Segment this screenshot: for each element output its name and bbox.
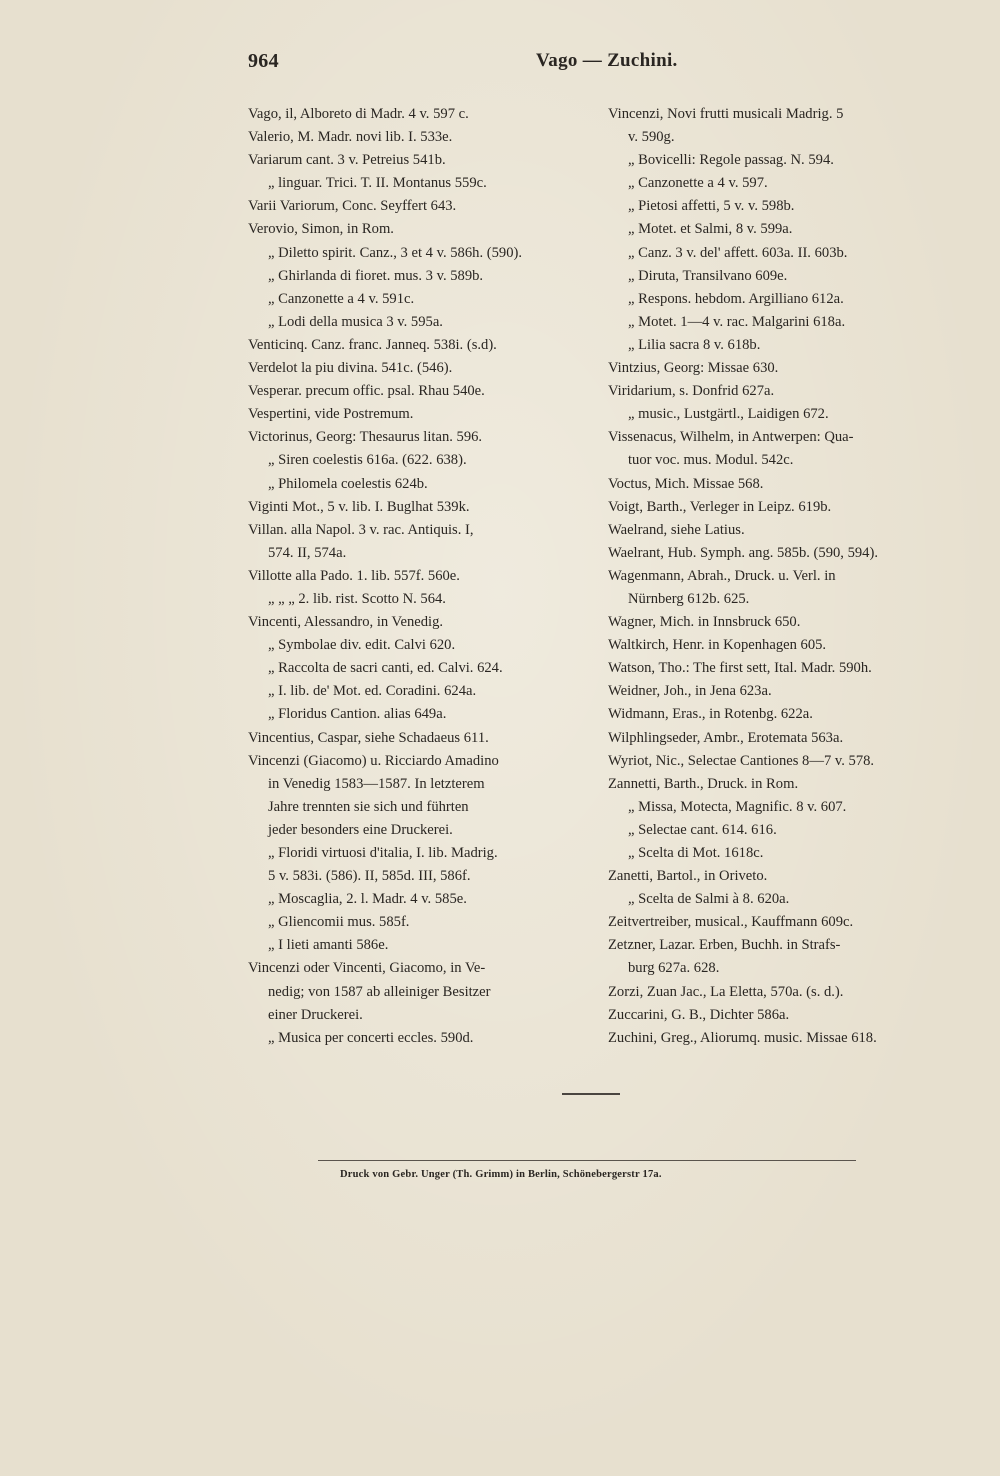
index-entry: Watson, Tho.: The first sett, Ital. Madr. 590h. (608, 660, 872, 677)
index-entry: v. 590g. (628, 129, 675, 146)
index-column-left (248, 103, 593, 1050)
index-entry: Jahre trennten sie sich und führten (268, 798, 469, 815)
index-entry: Victorinus, Georg: Thesaurus litan. 596. (248, 429, 483, 446)
index-entry: „ Diruta, Transilvano 609e. (628, 267, 788, 284)
index-entry: „ Lodi della musica 3 v. 595a. (268, 313, 443, 330)
index-entry: nedig; von 1587 ab alleiniger Besitzer (268, 983, 491, 1000)
index-entry: Zeitvertreiber, musical., Kauffmann 609c. (608, 914, 854, 931)
index-entry: „ Respons. hebdom. Argilliano 612a. (628, 290, 844, 307)
index-entry: Vincenzi oder Vincenti, Giacomo, in Ve- (248, 960, 486, 977)
index-entry: Weidner, Joh., in Jena 623a. (608, 683, 772, 700)
index-entry: „ Moscaglia, 2. l. Madr. 4 v. 585e. (268, 891, 467, 908)
index-entry: Waelrant, Hub. Symph. ang. 585b. (590, 594). (608, 544, 878, 561)
index-entry: „ I. lib. de' Mot. ed. Coradini. 624a. (268, 683, 477, 700)
index-entry: „ Floridi virtuosi d'italia, I. lib. Madrig. (268, 845, 498, 861)
index-entry: „ Missa, Motecta, Magnific. 8 v. 607. (628, 798, 847, 815)
index-entry: „ music., Lustgärtl., Laidigen 672. (628, 406, 829, 423)
index-entry: „ Motet. et Salmi, 8 v. 599a. (628, 221, 793, 238)
index-entry: Nürnberg 612b. 625. (628, 590, 750, 607)
running-title: Vago — Zuchini. (536, 50, 678, 71)
index-entry: „ Motet. 1—4 v. rac. Malgarini 618a. (628, 313, 846, 330)
index-entry: „ Pietosi affetti, 5 v. v. 598b. (628, 198, 795, 215)
index-entry: Waelrand, siehe Latius. (608, 521, 745, 538)
index-entry: Venticinq. Canz. franc. Janneq. 538i. (s.d). (248, 336, 497, 353)
index-entry: Vago, il, Alboreto di Madr. 4 v. 597 c. (248, 106, 469, 122)
index-entry: „ Siren coelestis 616a. (622. 638). (268, 452, 467, 469)
index-entry: „ Philomela coelestis 624b. (268, 475, 428, 492)
index-entry: Verdelot la piu divina. 541c. (546). (248, 360, 453, 377)
index-entry: Vintzius, Georg: Missae 630. (608, 360, 779, 377)
index-entry: Viridarium, s. Donfrid 627a. (608, 383, 775, 400)
index-entry: 5 v. 583i. (586). II, 585d. III, 586f. (268, 868, 471, 885)
index-entry: 574. II, 574a. (268, 544, 347, 561)
index-entry: Voigt, Barth., Verleger in Leipz. 619b. (608, 498, 832, 515)
index-entry: burg 627a. 628. (628, 960, 720, 977)
index-entry: Zuchini, Greg., Aliorumq. music. Missae 618. (608, 1029, 877, 1046)
index-entry: Wilphlingseder, Ambr., Erotemata 563a. (608, 729, 844, 746)
index-entry: einer Druckerei. (268, 1006, 363, 1023)
index-entry: „ Raccolta de sacri canti, ed. Calvi. 624. (268, 660, 503, 677)
index-entry: tuor voc. mus. Modul. 542c. (628, 452, 794, 469)
index-column-right (608, 103, 960, 1050)
index-entry: Vincenti, Alessandro, in Venedig. (248, 614, 444, 631)
printer-imprint: Druck von Gebr. Unger (Th. Grimm) in Berlin, Schönebergerstr 17a. (340, 1169, 662, 1180)
index-entry: Zuccarini, G. B., Dichter 586a. (608, 1006, 790, 1023)
index-entry: Vissenacus, Wilhelm, in Antwerpen: Qua- (608, 429, 854, 446)
index-entry: in Venedig 1583—1587. In letzterem (268, 775, 485, 792)
index-entry: Vincenzi, Novi frutti musicali Madrig. 5 (608, 106, 844, 122)
index-entry: „ Ghirlanda di fioret. mus. 3 v. 589b. (268, 267, 484, 284)
index-entry: „ Canzonette a 4 v. 591c. (268, 290, 415, 307)
index-entry: Wagner, Mich. in Innsbruck 650. (608, 614, 801, 631)
index-entry: „ linguar. Trici. T. II. Montanus 559c. (268, 175, 487, 192)
index-entry: Viginti Mot., 5 v. lib. I. Buglhat 539k. (248, 498, 470, 515)
index-entry: „ Lilia sacra 8 v. 618b. (628, 336, 761, 353)
index-entry: Verovio, Simon, in Rom. (248, 221, 394, 238)
index-entry: Varii Variorum, Conc. Seyffert 643. (248, 198, 457, 215)
page-number: 964 (248, 50, 279, 72)
index-entry: „ Selectae cant. 614. 616. (628, 821, 777, 838)
index-entry: „ Musica per concerti eccles. 590d. (268, 1029, 474, 1046)
index-entry: „ Floridus Cantion. alias 649a. (268, 706, 447, 723)
index-entry: Vincentius, Caspar, siehe Schadaeus 611. (248, 729, 489, 746)
index-entry: Zetzner, Lazar. Erben, Buchh. in Strafs- (608, 937, 841, 954)
index-entry: „ Scelta de Salmi à 8. 620a. (628, 891, 790, 908)
index-entry: „ Gliencomii mus. 585f. (268, 914, 410, 931)
index-entry: Wagenmann, Abrah., Druck. u. Verl. in (608, 567, 836, 584)
index-entry: Vespertini, vide Postremum. (248, 406, 414, 423)
index-entry: Voctus, Mich. Missae 568. (608, 475, 764, 492)
index-entry: Wyriot, Nic., Selectae Cantiones 8—7 v. 578. (608, 752, 875, 769)
index-entry: „ Bovicelli: Regole passag. N. 594. (628, 152, 834, 169)
index-entry: Villotte alla Pado. 1. lib. 557f. 560e. (248, 567, 460, 584)
page-header (248, 50, 694, 84)
index-entry: Variarum cant. 3 v. Petreius 541b. (248, 152, 446, 169)
index-entry: Vincenzi (Giacomo) u. Ricciardo Amadino (248, 752, 499, 769)
index-entry: Vesperar. precum offic. psal. Rhau 540e. (248, 383, 485, 400)
index-entry: Zorzi, Zuan Jac., La Eletta, 570a. (s. d.). (608, 983, 844, 1000)
index-entry: „ „ „ 2. lib. rist. Scotto N. 564. (268, 590, 446, 607)
index-entry: „ Scelta di Mot. 1618c. (628, 845, 764, 861)
end-rule (562, 1093, 620, 1095)
index-entry: Villan. alla Napol. 3 v. rac. Antiquis. I, (248, 521, 474, 538)
index-entry: „ Canzonette a 4 v. 597. (628, 175, 768, 192)
index-entry: Valerio, M. Madr. novi lib. I. 533e. (248, 129, 453, 146)
footer-divider (318, 1160, 856, 1161)
index-entry: Waltkirch, Henr. in Kopenhagen 605. (608, 637, 827, 654)
index-entry: Zannetti, Barth., Druck. in Rom. (608, 775, 799, 792)
index-entry: „ Diletto spirit. Canz., 3 et 4 v. 586h. (590). (268, 244, 522, 261)
index-entry: „ Symbolae div. edit. Calvi 620. (268, 637, 456, 654)
index-entry: „ Canz. 3 v. del' affett. 603a. II. 603b. (628, 244, 848, 261)
index-entry: jeder besonders eine Druckerei. (268, 821, 453, 838)
index-entry: Widmann, Eras., in Rotenbg. 622a. (608, 706, 813, 723)
index-entry: Zanetti, Bartol., in Oriveto. (608, 868, 768, 885)
index-entry: „ I lieti amanti 586e. (268, 937, 389, 954)
